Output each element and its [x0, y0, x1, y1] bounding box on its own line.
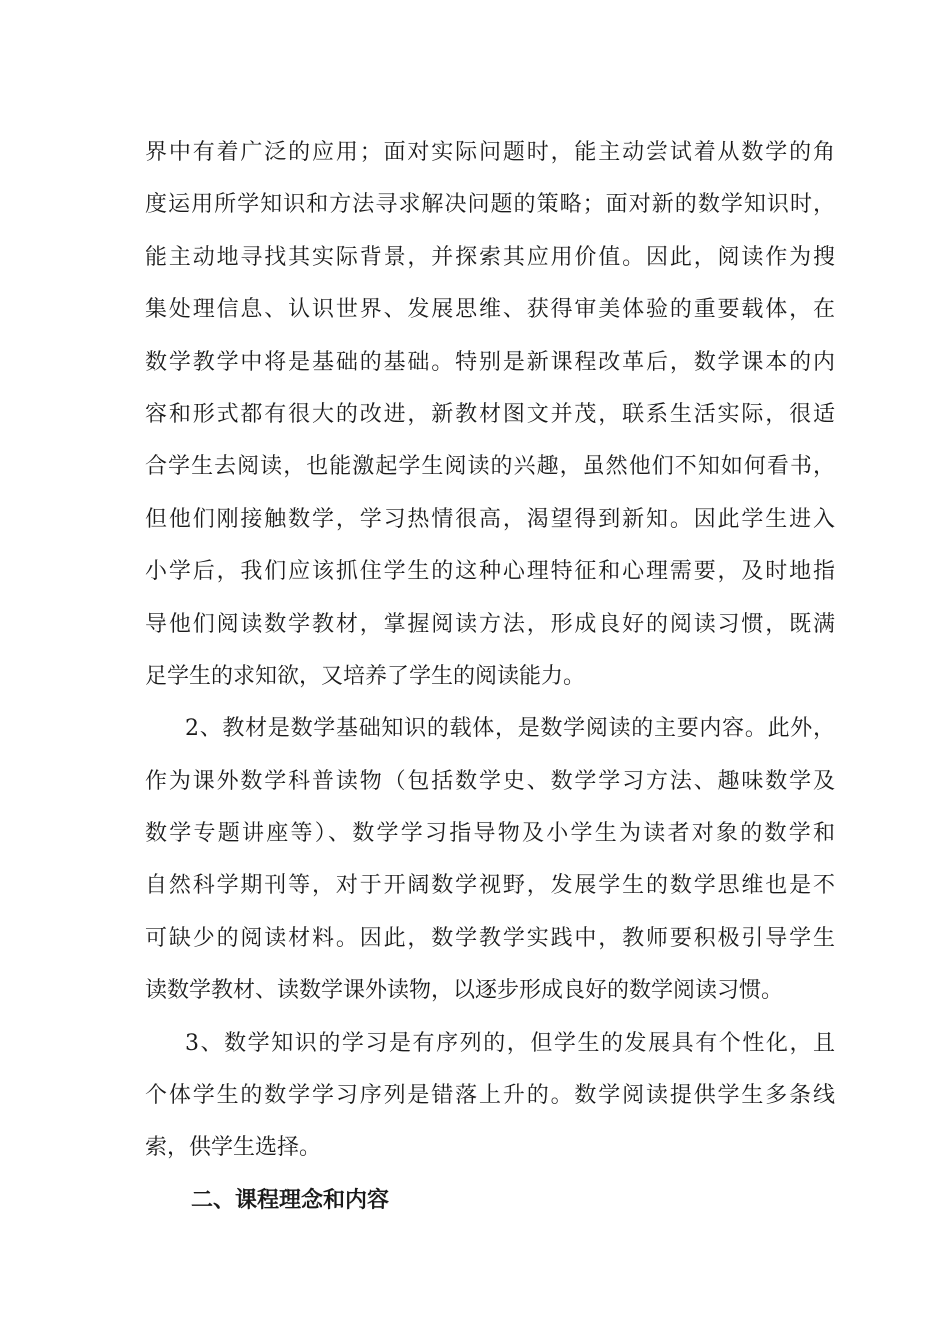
text-line: 集处理信息、认识世界、发展思维、获得审美体验的重要载体，在 [145, 297, 835, 323]
text-line: 个体学生的数学学习序列是错落上升的。数学阅读提供学生多条线 [145, 1083, 835, 1109]
text-line: 索，供学生选择。 [145, 1135, 322, 1161]
text-line: 自然科学期刊等，对于开阔数学视野，发展学生的数学思维也是不 [145, 873, 835, 899]
text-line: 度运用所学知识和方法寻求解决问题的策略；面对新的数学知识时， [145, 192, 835, 218]
paragraph-1 [145, 127, 835, 703]
text-line: 小学后，我们应该抓住学生的这种心理特征和心理需要，及时地指 [145, 559, 835, 585]
text-line: 容和形式都有很大的改进，新教材图文并茂，联系生活实际，很适 [145, 401, 835, 427]
text-line: 数学教学中将是基础的基础。特别是新课程改革后，数学课本的内 [145, 349, 835, 375]
text-line: 界中有着广泛的应用；面对实际问题时，能主动尝试着从数学的角 [145, 140, 835, 165]
text-line: 读数学教材、读数学课外读物，以逐步形成良好的数学阅读习惯。 [145, 978, 784, 1004]
paragraph-2 [145, 703, 835, 1017]
paragraph-3 [145, 1018, 835, 1175]
text-line: 但他们刚接触数学，学习热情很高，渴望得到新知。因此学生进入 [145, 506, 835, 532]
document-body [145, 127, 835, 1227]
text-line: 2、教材是数学基础知识的载体，是数学阅读的主要内容。此外， [185, 716, 835, 742]
text-line: 作为课外数学科普读物（包括数学史、数学学习方法、趣味数学及 [145, 768, 835, 794]
text-line: 足学生的求知欲，又培养了学生的阅读能力。 [145, 663, 586, 689]
text-line: 导他们阅读数学教材，掌握阅读方法，形成良好的阅读习惯，既满 [145, 611, 835, 637]
text-line: 合学生去阅读，也能激起学生阅读的兴趣，虽然他们不知如何看书， [145, 454, 835, 480]
text-line: 数学专题讲座等）、数学学习指导物及小学生为读者对象的数学和 [145, 821, 835, 847]
text-line: 能主动地寻找其实际背景，并探索其应用价值。因此，阅读作为搜 [145, 244, 835, 270]
text-line: 3、数学知识的学习是有序列的，但学生的发展具有个性化，且 [185, 1030, 835, 1056]
text-line: 可缺少的阅读材料。因此，数学教学实践中，教师要积极引导学生 [145, 925, 835, 951]
section-heading: 二、课程理念和内容 [191, 1187, 390, 1213]
